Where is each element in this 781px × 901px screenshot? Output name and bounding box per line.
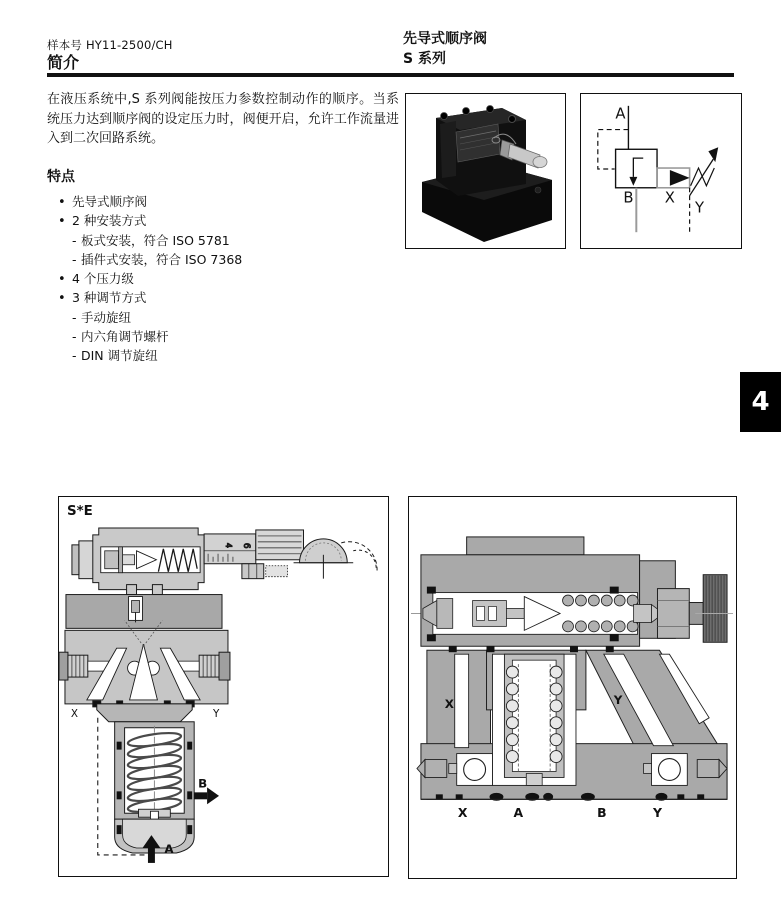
- scale-digit-6: 6: [240, 542, 251, 549]
- right-cross-section-frame: [408, 496, 737, 879]
- features-heading: 特点: [47, 169, 75, 185]
- feature-subitem: - 板式安装，符合 ISO 5781: [58, 231, 388, 250]
- feature-subitem: - 手动旋纽: [58, 308, 388, 327]
- channel-y-label: Y: [613, 692, 623, 707]
- product-title: 先导式顺序阀: [403, 31, 487, 47]
- hydraulic-symbol-frame: [580, 93, 742, 249]
- side-plug-left: [59, 652, 68, 680]
- spring-chamber: [492, 654, 575, 785]
- valve-square: [616, 149, 657, 187]
- micrometer-adjuster: [204, 530, 315, 579]
- hand-knob: [294, 539, 378, 579]
- model-label: S*E: [66, 504, 93, 520]
- mid-block: [66, 585, 222, 629]
- chapter-tab: [740, 372, 781, 432]
- features-list: [58, 192, 388, 366]
- feature-item: • 先导式顺序阀: [58, 192, 388, 211]
- feature-subitem: - DIN 调节旋纽: [58, 346, 388, 365]
- feature-item: • 2 种安装方式: [58, 211, 388, 230]
- side-plug-right: [219, 652, 230, 680]
- intro-paragraph: 在液压系统中,S 系列阀能按压力参数控制动作的顺序。当系统压力达到顺序阀的设定压力时，阀便开启，允许工作流量进入到二次回路系统。: [47, 92, 399, 146]
- valve-body-photo: [422, 106, 552, 243]
- pilot-poppet-triangle: [670, 170, 690, 186]
- left-cross-section-frame: [58, 496, 389, 877]
- left-port-b-label: B: [198, 776, 208, 791]
- left-port-a-label: A: [164, 841, 174, 856]
- chapter-number: 4: [751, 387, 770, 417]
- cartridge: [97, 704, 194, 853]
- feature-item: • 3 种调节方式: [58, 288, 388, 307]
- symbol-port-b-label: B: [623, 189, 634, 207]
- bottom-port-y-label: Y: [652, 805, 662, 821]
- scale-digit-4: 4: [223, 542, 233, 548]
- bottom-port-x-label: X: [457, 805, 468, 821]
- channel-x-label: X: [444, 696, 454, 711]
- symbol-port-a-label: A: [615, 105, 626, 123]
- valve-photo: [406, 94, 564, 247]
- feature-subitem: - 内六角调节螺杆: [58, 327, 388, 346]
- series-name: S 系列: [403, 51, 446, 67]
- lock-nut: [242, 564, 264, 579]
- left-port-x-label: X: [70, 707, 79, 720]
- pilot-head: [421, 537, 675, 646]
- x-channel: [455, 654, 469, 747]
- page-title: 简介: [47, 53, 80, 72]
- bottom-port-b-label: B: [597, 805, 607, 821]
- feature-item: • 4 个压力级: [58, 269, 388, 288]
- bottom-port-a-label: A: [513, 805, 524, 821]
- knurled-barrel: [256, 530, 304, 560]
- symbol-port-x-label: X: [664, 189, 675, 207]
- hydraulic-symbol: [581, 94, 740, 247]
- main-body: [59, 620, 230, 706]
- header-rule: [47, 73, 734, 77]
- doc-number: 样本号 HY11-2500/CH: [47, 38, 173, 52]
- left-cross-section: [59, 497, 387, 875]
- right-cross-section: [409, 497, 735, 877]
- pilot-head: [72, 528, 204, 590]
- valve-photo-frame: [405, 93, 566, 249]
- feature-subitem: - 插件式安装，符合 ISO 7368: [58, 250, 388, 269]
- left-port-y-label: Y: [213, 707, 220, 720]
- symbol-port-y-label: Y: [694, 199, 705, 217]
